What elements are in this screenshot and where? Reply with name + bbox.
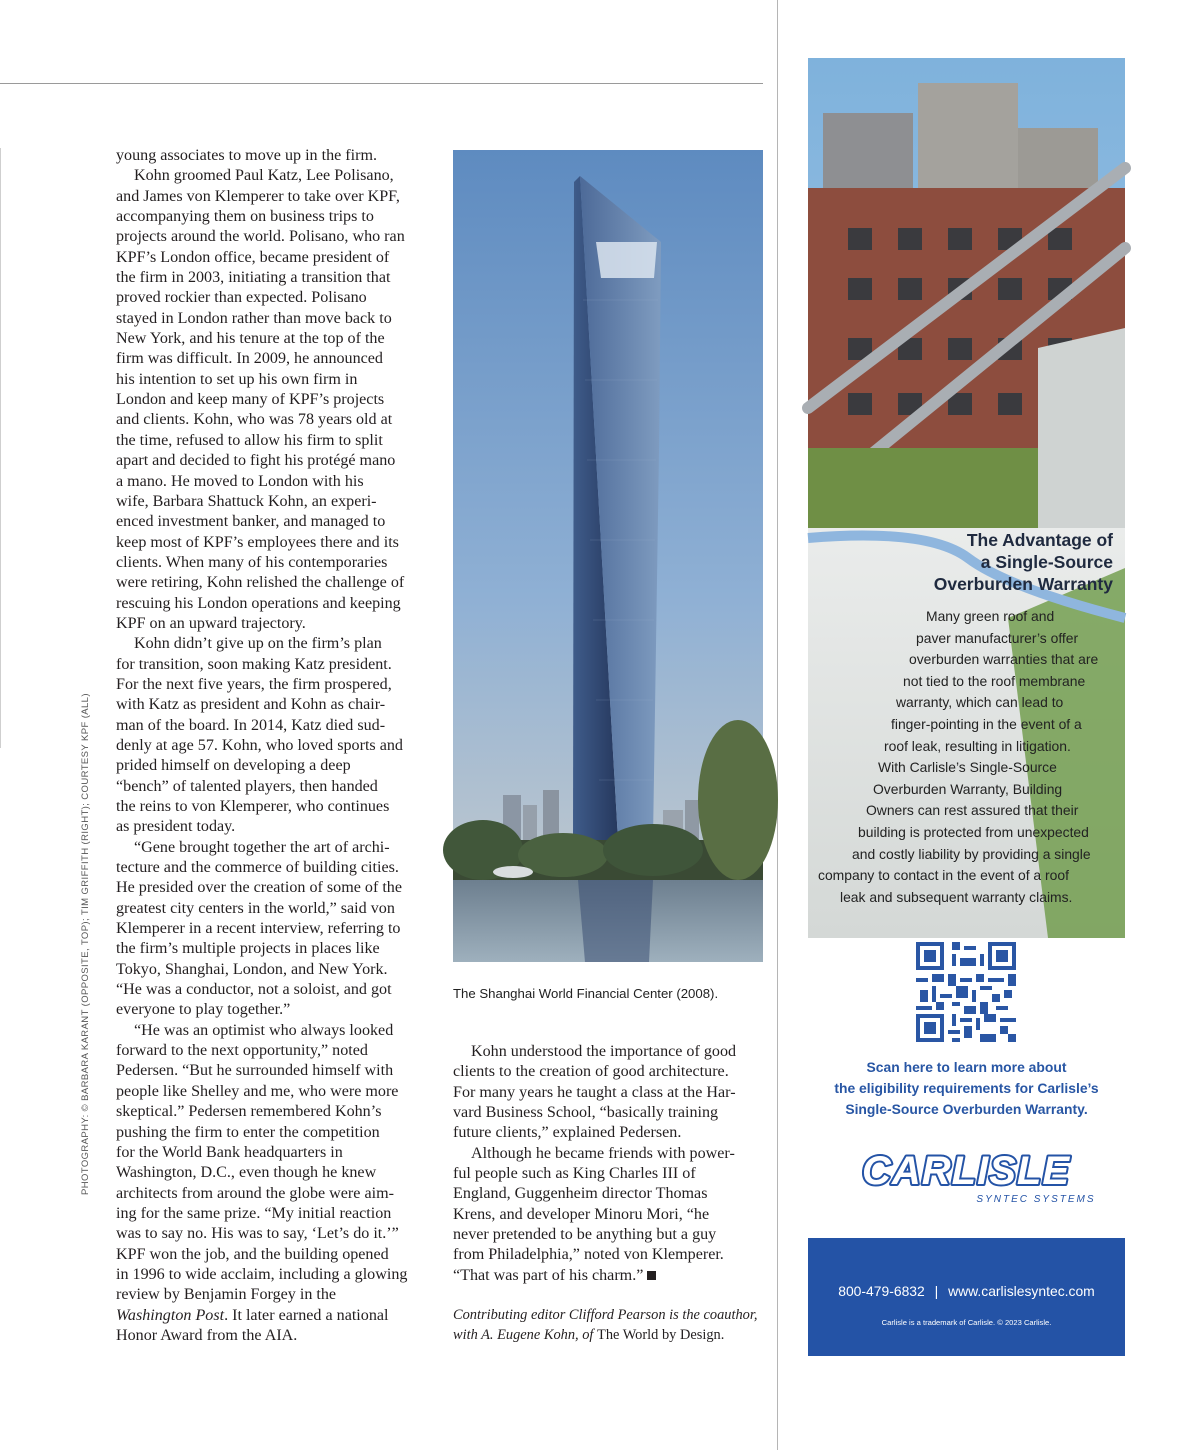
paragraph <box>116 166 426 634</box>
text-line: his intention to set up his own firm in <box>116 370 358 388</box>
text-line: KPF’s London office, became president of <box>116 248 390 266</box>
ad-line: building is protected from unexpected <box>858 823 1089 840</box>
text-line: were retiring, Kohn relished the challenge of <box>116 574 405 592</box>
text-line: for transition, soon making Katz president. <box>116 655 392 673</box>
text-line: vard Business School, “basically training <box>453 1104 719 1122</box>
text-line: “bench” of talented players, then handed <box>116 777 378 795</box>
text-line: prided himself on developing a deep <box>116 757 351 775</box>
text-line: future clients,” explained Pedersen. <box>453 1124 682 1142</box>
text-line: Krens, and developer Minoru Mori, “he <box>453 1205 710 1223</box>
text-line: KPF on an upward trajectory. <box>116 614 306 632</box>
ad-call-to-action <box>808 1057 1125 1120</box>
photo-credit: PHOTOGRAPHY: © BARBARA KARANT (OPPOSITE, TOP); TIM GRIFFITH (RIGHT); COURTESY KPF (ALL) <box>80 693 91 1195</box>
text-line: accompanying them on business trips to <box>116 208 374 226</box>
text-line: the eligibility requirements for Carlisle’s <box>834 1080 1099 1096</box>
text-line: rescuing his London operations and keeping <box>116 594 401 612</box>
text-line: forward to the next opportunity,” noted <box>116 1042 368 1060</box>
ad-line: and costly liability by providing a single <box>852 845 1091 862</box>
text-line: London and keep many of KPF’s projects <box>116 391 385 409</box>
text-line: wife, Barbara Shattuck Kohn, an experi- <box>116 492 377 510</box>
ad-contact <box>808 1283 1125 1299</box>
qr-code-icon[interactable] <box>916 942 1016 1042</box>
text-line: pushing the firm to enter the competition <box>116 1123 380 1141</box>
ad-line: overburden warranties that are <box>909 651 1099 668</box>
paragraph <box>116 838 426 1021</box>
paragraph-text: Honor Award from the AIA. <box>116 1326 298 1344</box>
paragraph-text: . It later earned a national <box>224 1306 389 1324</box>
ad-line: Owners can rest assured that their <box>866 802 1079 819</box>
ad-line: paver manufacturer’s offer <box>916 629 1079 646</box>
text-line: tecture and the commerce of building cities. <box>116 859 399 877</box>
text-line: Single-Source Overburden Warranty. <box>845 1101 1088 1117</box>
contact-separator: | <box>934 1283 939 1299</box>
text-line: denly at age 57. Kohn, who loved sports and <box>116 736 403 754</box>
text-line: and clients. Kohn, who was 78 years old at <box>116 411 393 429</box>
paragraph <box>116 1021 426 1347</box>
text-line: stayed in London rather than move back to <box>116 309 392 327</box>
ad-heading <box>898 529 1113 595</box>
text-line: KPF won the job, and the building opened <box>116 1245 389 1263</box>
bio-text: Contributing editor Clifford Pearson is the coauthor, <box>453 1307 758 1324</box>
text-line: was to say no. His was to say, ‘Let’s do it.’” <box>116 1225 399 1243</box>
text-line: ful people such as King Charles III of <box>453 1165 696 1183</box>
ad-line: finger-pointing in the event of a <box>891 715 1082 732</box>
paragraph-lines <box>453 1145 735 1264</box>
text-line: He presided over the creation of some of the <box>116 879 403 897</box>
paragraph <box>116 634 426 837</box>
text-line: as president today. <box>116 818 236 836</box>
ad-line: leak and subsequent warranty claims. <box>840 888 1073 905</box>
text-line: Kohn understood the importance of good <box>471 1043 737 1060</box>
text-line: projects around the world. Polisano, who ran <box>116 228 405 246</box>
text-line: man of the board. In 2014, Katz died sud- <box>116 716 386 734</box>
text-line: a Single-Source <box>980 552 1113 572</box>
text-line: the reins to von Klemperer, who continues <box>116 798 390 815</box>
text-line: firm was difficult. In 2009, he announced <box>116 350 383 368</box>
carlisle-logo <box>836 1148 1096 1208</box>
logo-subtitle: SYNTEC SYSTEMS <box>976 1194 1096 1205</box>
book-title: The World by Design. <box>597 1327 725 1344</box>
text-line: everyone to play together.” <box>116 1001 291 1019</box>
text-line: clients to the creation of good architecture. <box>453 1063 729 1081</box>
phone-number[interactable]: 800-479-6832 <box>838 1283 925 1299</box>
text-line: Kohn didn’t give up on the firm’s plan <box>134 635 382 653</box>
text-line: “Gene brought together the art of archi- <box>134 838 390 856</box>
page-gutter-rule <box>777 0 778 1450</box>
text-line: “He was an optimist who always looked <box>134 1021 394 1039</box>
text-line: Washington, D.C., even though he knew <box>116 1164 377 1182</box>
bio-text: with A. Eugene Kohn, of <box>453 1327 598 1344</box>
text-line: greatest city centers in the world,” said von <box>116 899 395 917</box>
text-line: ing for the same prize. “My initial reaction <box>116 1204 392 1222</box>
text-line: the firm in 2003, initiating a transition that <box>116 269 391 287</box>
trademark-notice: Carlisle is a trademark of Carlisle. © 2023 Carlisle. <box>881 1318 1052 1327</box>
article-column-2 <box>453 1042 763 1345</box>
text-line: “He was a conductor, not a soloist, and got <box>116 981 392 999</box>
ad-body-text <box>808 606 1125 908</box>
logo-wordmark: CARLISLE <box>862 1149 1070 1193</box>
paragraph <box>453 1144 763 1286</box>
text-line: Klemperer in a recent interview, referring to <box>116 920 401 938</box>
text-line: Overburden Warranty <box>933 574 1113 594</box>
text-line: the time, refused to allow his firm to split <box>116 431 383 449</box>
text-line: architects from around the globe were aim- <box>116 1184 394 1202</box>
left-margin-rule <box>0 148 1 748</box>
text-line: The Advantage of <box>966 530 1113 550</box>
top-rule <box>0 83 763 84</box>
article-column-1 <box>116 146 426 1346</box>
text-line: in 1996 to wide acclaim, including a glowing <box>116 1265 408 1283</box>
tower-photo <box>453 150 763 962</box>
text-line: For the next five years, the firm prospered, <box>116 675 392 693</box>
text-line: and James von Klemperer to take over KPF, <box>116 187 400 205</box>
text-line: never pretended to be anything but a guy <box>453 1226 717 1244</box>
ad-line: With Carlisle’s Single-Source <box>878 759 1057 776</box>
ad-line: Overburden Warranty, Building <box>873 780 1063 797</box>
paragraph <box>453 1042 763 1144</box>
text-line: New York, and his tenure at the top of the <box>116 330 385 348</box>
end-mark-icon <box>647 1271 656 1280</box>
carlisle-advertisement <box>808 58 1125 1327</box>
text-line: the firm’s multiple projects in places like <box>116 940 380 958</box>
text-line: apart and decided to fight his protégé mano <box>116 452 396 470</box>
text-line: people like Shelley and me, who were more <box>116 1082 399 1100</box>
text-line: proved rockier than expected. Polisano <box>116 289 367 307</box>
text-line: with Katz as president and Kohn as chair- <box>116 696 386 714</box>
text-line: enced investment banker, and managed to <box>116 513 386 531</box>
text-line: Tokyo, Shanghai, London, and New York. <box>116 960 388 978</box>
text-line: review by Benjamin Forgey in the <box>116 1286 337 1304</box>
paragraph-lines <box>116 1022 407 1303</box>
text-line: Kohn groomed Paul Katz, Lee Polisano, <box>134 167 394 185</box>
author-bio <box>453 1305 763 1345</box>
text-line: young associates to move up in the firm. <box>116 147 378 164</box>
paragraph <box>116 146 426 166</box>
ad-line: warranty, which can lead to <box>896 694 1064 711</box>
text-line: Although he became friends with power- <box>471 1144 735 1162</box>
ad-line: company to contact in the event of a roof <box>818 867 1069 884</box>
ad-line: Many green roof and <box>926 608 1055 624</box>
text-line: clients. When many of his contemporaries <box>116 553 388 571</box>
text-line: For many years he taught a class at the Har- <box>453 1083 736 1101</box>
publication-name: Washington Post <box>116 1306 225 1324</box>
text-line: a mano. He moved to London with his <box>116 472 364 490</box>
ad-line: not tied to the roof membrane <box>903 672 1086 689</box>
photo-caption: The Shanghai World Financial Center (2008). <box>453 986 719 1001</box>
text-line: Pedersen. “But he surrounded himself with <box>116 1062 394 1080</box>
text-line: England, Guggenheim director Thomas <box>453 1185 708 1203</box>
ad-line: roof leak, resulting in litigation. <box>884 737 1071 754</box>
text-line: skeptical.” Pedersen remembered Kohn’s <box>116 1103 382 1121</box>
text-line: Scan here to learn more about <box>866 1059 1067 1075</box>
paragraph-text: “That was part of his charm.” <box>453 1266 644 1284</box>
text-line: from Philadelphia,” noted von Klemperer. <box>453 1246 724 1264</box>
text-line: keep most of KPF’s employees there and its <box>116 533 399 551</box>
website-link[interactable]: www.carlislesyntec.com <box>948 1283 1095 1299</box>
text-line: for the World Bank headquarters in <box>116 1143 343 1161</box>
